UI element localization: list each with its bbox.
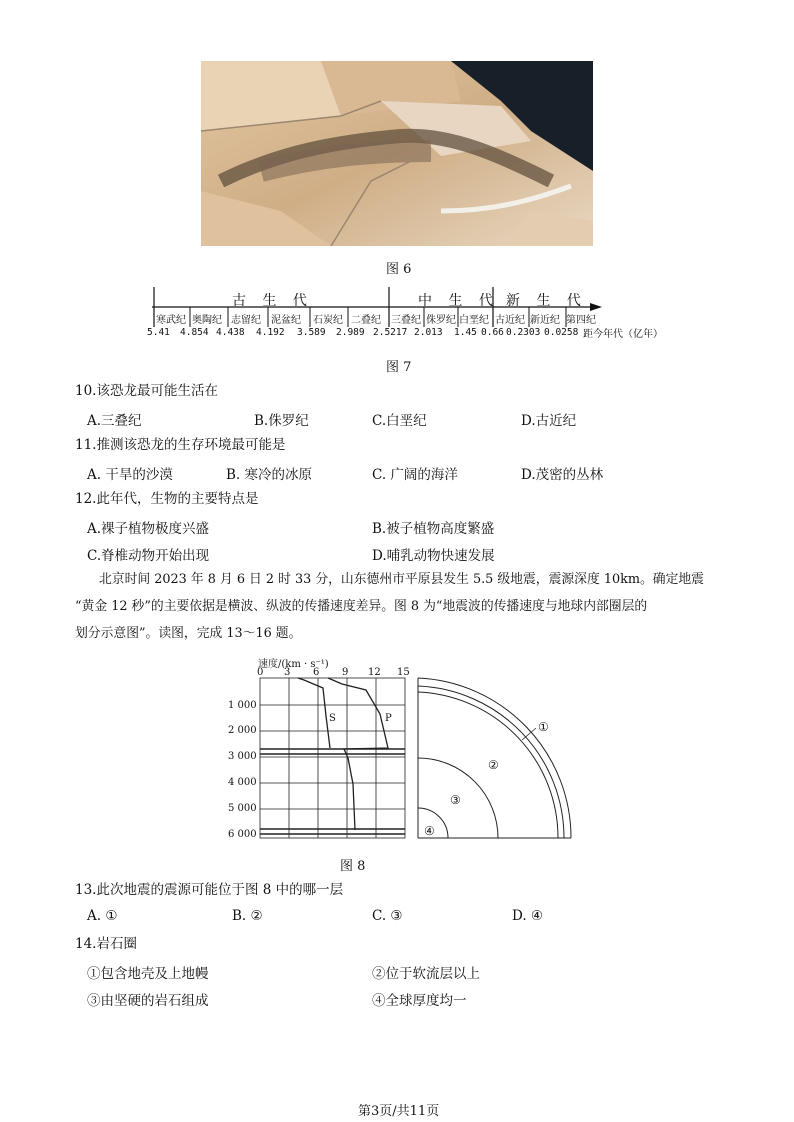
layer-1-label: ①	[538, 720, 549, 734]
tick-label: 1.45	[454, 327, 477, 338]
q12-stem: 12.此年代，生物的主要特点是	[75, 491, 259, 507]
tick-label: 0.2303	[506, 327, 541, 338]
tick-label: 4.854	[180, 327, 209, 338]
depth-tick: 6 000	[228, 829, 257, 840]
figure-6-caption: 图 6	[386, 262, 412, 277]
q14-stem: 14.岩石圈	[75, 936, 137, 952]
q11-option-a[interactable]: A. 干旱的沙漠	[87, 467, 173, 483]
figure-7-caption: 图 7	[386, 360, 412, 375]
q12-option-d[interactable]: D.哺乳动物快速发展	[372, 548, 495, 564]
x-tick: 15	[397, 667, 410, 678]
q10-option-b[interactable]: B.侏罗纪	[254, 413, 309, 429]
period-neogene: 新近纪	[530, 315, 560, 326]
depth-tick: 2 000	[228, 725, 257, 736]
s-wave-label: S	[329, 713, 336, 724]
x-tick: 3	[284, 667, 291, 678]
era-cenozoic: 新 生 代	[506, 293, 587, 309]
depth-tick: 3 000	[228, 751, 257, 762]
passage-line-3: 划分示意图”。读图，完成 13～16 题。	[75, 626, 302, 641]
depth-tick: 4 000	[228, 777, 257, 788]
speed-axis-label: 速度/(km · s⁻¹)	[258, 659, 329, 670]
q10-stem: 10.该恐龙最可能生活在	[75, 383, 218, 399]
q13-option-d[interactable]: D. ④	[512, 908, 544, 924]
tick-label: 2.5217	[373, 327, 408, 338]
layer-3-label: ③	[450, 793, 461, 807]
tick-label: 2.989	[336, 327, 365, 338]
passage-line-1: 北京时间 2023 年 8 月 6 日 2 时 33 分，山东德州市平原县发生 5.5 级地震，震源深度 10km。确定地震	[99, 572, 704, 587]
q13-stem: 13.此次地震的震源可能位于图 8 中的哪一层	[75, 882, 344, 898]
figure-8-caption: 图 8	[340, 859, 366, 874]
tick-label: 2.013	[414, 327, 443, 338]
period-paleogene: 古近纪	[495, 315, 525, 326]
p-wave-label: P	[385, 713, 392, 724]
tick-label: 4.192	[256, 327, 285, 338]
tick-label: 3.589	[297, 327, 326, 338]
passage-line-2: “黄金 12 秒”的主要依据是横波、纵波的传播速度差异。图 8 为“地震波的传播速度与地球内部圈层的	[75, 599, 648, 614]
tick-label: 0.66	[481, 327, 504, 338]
q12-option-a[interactable]: A.裸子植物极度兴盛	[87, 521, 210, 537]
s-wave-curve	[298, 678, 330, 748]
depth-tick: 5 000	[228, 803, 257, 814]
period-cambrian: 寒武纪	[156, 315, 186, 326]
tick-label: 5.41	[147, 327, 170, 338]
tick-label: 0.0258	[544, 327, 579, 338]
q14-statement-3[interactable]: ③由坚硬的岩石组成	[87, 993, 209, 1009]
q12-option-b[interactable]: B.被子植物高度繁盛	[372, 521, 495, 537]
period-jurassic: 侏罗纪	[426, 315, 456, 326]
q13-option-a[interactable]: A. ①	[87, 908, 118, 924]
q10-option-d[interactable]: D.古近纪	[521, 413, 577, 429]
layer-2-label: ②	[488, 758, 499, 772]
q13-option-c[interactable]: C. ③	[372, 908, 403, 924]
q11-stem: 11.推测该恐龙的生存环境最可能是	[75, 437, 286, 453]
x-tick: 12	[368, 667, 381, 678]
timeline-axis-label: 距今年代（亿年）	[583, 329, 663, 340]
q10-option-a[interactable]: A.三叠纪	[87, 413, 142, 429]
x-tick: 0	[257, 667, 264, 678]
q12-option-c[interactable]: C.脊椎动物开始出现	[87, 548, 210, 564]
layer-4-label: ④	[424, 824, 435, 838]
q11-option-b[interactable]: B. 寒冷的冰原	[226, 467, 313, 483]
period-silurian: 志留纪	[231, 315, 261, 326]
period-triassic: 三叠纪	[391, 315, 421, 326]
period-carboniferous: 石炭纪	[313, 315, 343, 326]
q13-option-b[interactable]: B. ②	[232, 908, 263, 924]
q11-option-c[interactable]: C. 广阔的海洋	[372, 467, 458, 483]
q11-option-d[interactable]: D.茂密的丛林	[521, 467, 604, 483]
fossil-photo	[201, 61, 593, 246]
period-ordovician: 奥陶纪	[192, 315, 222, 326]
x-tick: 9	[342, 667, 349, 678]
seismic-wave-diagram	[258, 676, 578, 846]
period-permian: 二叠纪	[351, 315, 381, 326]
period-devonian: 泥盆纪	[271, 315, 301, 326]
x-tick: 6	[313, 667, 320, 678]
q14-statement-1[interactable]: ①包含地壳及上地幔	[87, 966, 209, 982]
era-paleozoic: 古 生 代	[232, 293, 313, 309]
era-mesozoic: 中 生 代	[418, 293, 499, 309]
period-cretaceous: 白垩纪	[459, 315, 489, 326]
q10-option-c[interactable]: C.白垩纪	[372, 413, 427, 429]
depth-tick: 1 000	[228, 700, 257, 711]
tick-label: 4.438	[216, 327, 245, 338]
period-quaternary: 第四纪	[566, 315, 596, 326]
page-number: 第3页/共11页	[358, 1104, 440, 1119]
q14-statement-2[interactable]: ②位于软流层以上	[372, 966, 480, 982]
q14-statement-4[interactable]: ④全球厚度均一	[372, 993, 467, 1009]
